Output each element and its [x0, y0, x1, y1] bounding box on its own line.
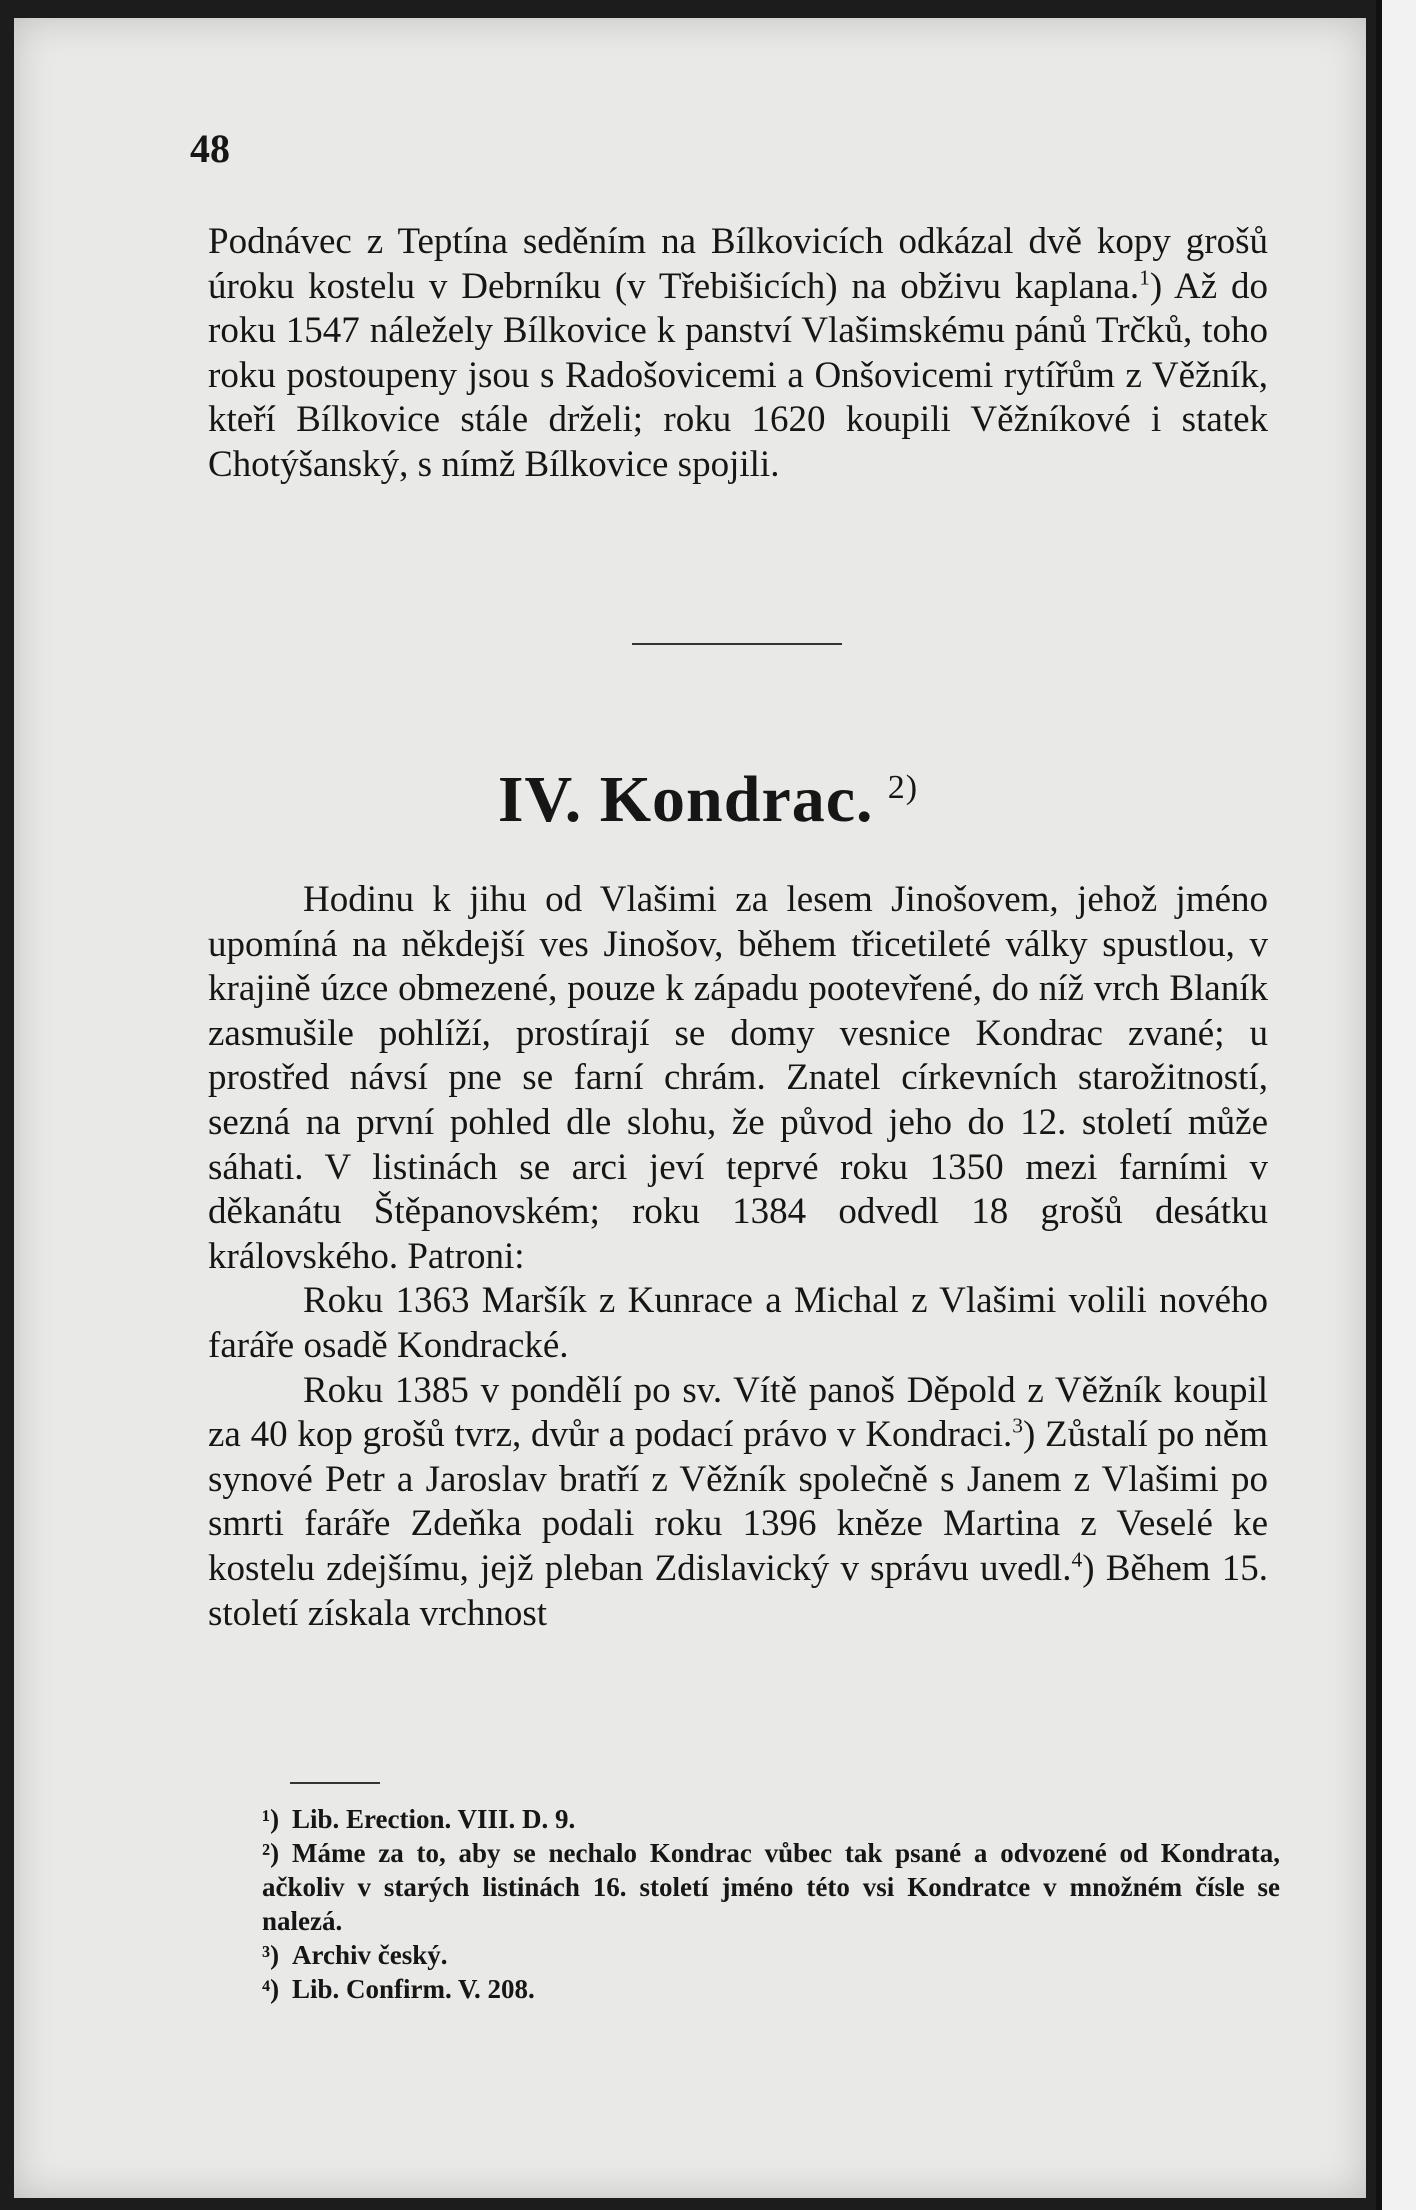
footnote-2	[262, 1836, 1280, 1938]
intro-paragraph	[208, 220, 1268, 488]
footnote-ref-4: 4	[1071, 1547, 1083, 1572]
footnote-rule	[290, 1782, 380, 1784]
paragraph-3-part-b: ) Zůstalí po něm synové Petr a Jaroslav bratří z Věžník společně s Janem z Vlašimi po smrti faráře Zdeňka podali roku 1396 kněze Martina z Veselé ke kostelu zdejšímu, jejž pleban Zdislavický v správu uvedl.	[208, 1414, 1268, 1589]
footnote-3-text: Archiv český.	[292, 1940, 448, 1970]
chapter-footnote-close: )	[905, 769, 919, 806]
footnote-2-mark: ²)	[262, 1838, 280, 1868]
chapter-title	[0, 762, 1416, 838]
footnote-2-text: Máme za to, aby se nechalo Kondrac vůbec tak psané a odvozené od Kondrata, ačkoliv v starých listinách 16. století jméno této vsi Kondratce v množném čísle se nalezá.	[262, 1838, 1280, 1936]
paragraph-3-part-a: Roku 1385 v pondělí po sv. Vítě panoš Děpold z Věžník koupil za 40 kop grošů tvrz, dvůr a podací právo v Kondraci.	[208, 1369, 1268, 1456]
page-number: 48	[190, 126, 230, 171]
paragraph-3-part-c: ) Během 15. století získala vrchnost	[208, 1547, 1268, 1634]
footnote-1	[262, 1802, 1280, 1836]
intro-text: Podnávec z Teptína seděním na Bílkovicích odkázal dvě kopy grošů úroku kostelu v Debrníku (v Třebišicích) na obživu kaplana.	[208, 221, 1268, 307]
footnote-4	[262, 1972, 1280, 2006]
chapter-body	[208, 878, 1268, 1636]
footnote-ref-1: 1	[1139, 265, 1150, 290]
footnote-3-mark: ³)	[262, 1940, 280, 1970]
paragraph-3	[208, 1369, 1268, 1637]
paragraph-2: Roku 1363 Maršík z Kunrace a Michal z Vlašimi volili nového faráře osadě Kondracké.	[208, 1280, 1268, 1366]
adjacent-page-edge	[1376, 0, 1416, 2210]
paragraph-1: Hodinu k jihu od Vlašimi za lesem Jinošovem, jehož jméno upomíná na někdejší ves Jinošov, během třicetileté války spustlou, v krajině úzce obmezené, pouze k západu pootevřené, do níž vrch Blaník zasmušile pohlíží, prostírají se domy vesnice Kondrac zvané; u prostřed návsí pne se farní chrám. Znatel církevních starožitností, sezná na první pohled dle slohu, že původ jeho do 12. století může sáhati. V listinách se arci jeví teprvé roku 1350 mezi farními v děkanátu Štěpanovském; roku 1384 odvedl 18 grošů desátku královského. Patroni:	[208, 879, 1268, 1277]
chapter-footnote-ref: 2	[887, 769, 906, 806]
footnote-1-mark: ¹)	[262, 1804, 280, 1834]
footnote-1-text: Lib. Erection. VIII. D. 9.	[292, 1804, 576, 1834]
section-divider	[632, 643, 842, 645]
footnote-4-mark: ⁴)	[262, 1974, 280, 2004]
intro-text-cont: ) Až do roku 1547 náležely Bílkovice k panství Vlašimskému pánů Trčků, toho roku postoupeny jsou s Radošovicemi a Onšovicemi rytířům z Věžník, kteří Bílkovice stále drželi; roku 1620 koupili Věžníkové i statek Chotýšanský, s nímž Bílkovice spojili.	[208, 265, 1268, 485]
footnote-ref-3: 3	[1012, 1413, 1023, 1438]
footnotes	[262, 1802, 1280, 2006]
chapter-title-text: IV. Kondrac.	[497, 763, 874, 836]
footnote-4-text: Lib. Confirm. V. 208.	[292, 1974, 535, 2004]
footnote-3	[262, 1938, 1280, 1972]
